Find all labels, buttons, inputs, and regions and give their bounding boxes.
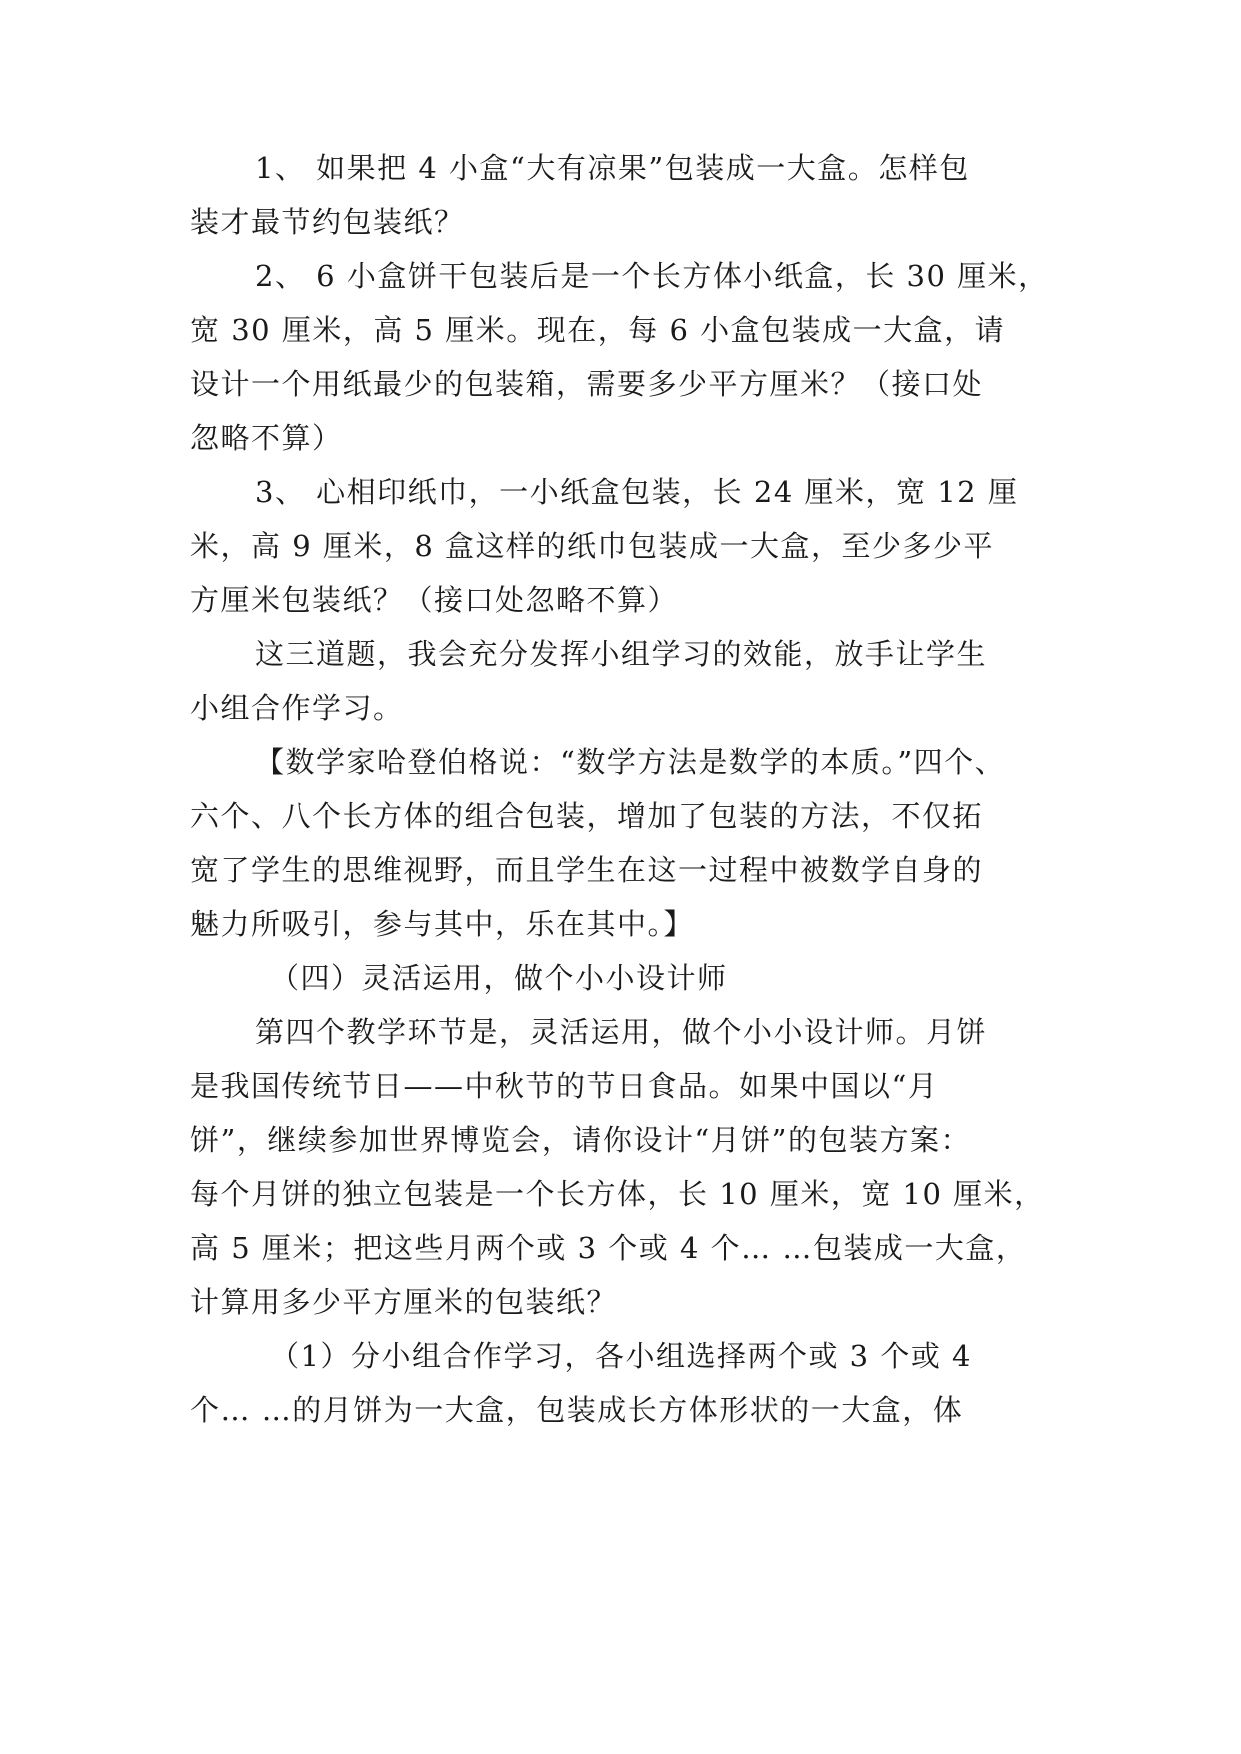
- text-line: 2、 6 小盒饼干包装后是一个长方体小纸盒，长 30 厘米，: [255, 259, 1049, 293]
- text-line: 3、 心相印纸巾，一小纸盒包装，长 24 厘米，宽 12 厘: [255, 475, 1019, 509]
- text-line: 忽略不算）: [190, 421, 343, 455]
- text-line: 【数学家哈登伯格说：“数学方法是数学的本质。”四个、: [255, 745, 1006, 779]
- text-line: 个… …的月饼为一大盒，包装成长方体形状的一大盒，体: [190, 1393, 964, 1427]
- text-line: 第四个教学环节是，灵活运用，做个小小设计师。月饼: [255, 1015, 988, 1049]
- text-line: 装才最节约包装纸？: [190, 205, 465, 239]
- text-line: 是我国传统节日——中秋节的节日食品。如果中国以“月: [190, 1069, 939, 1103]
- text-line: 设计一个用纸最少的包装箱，需要多少平方厘米？（接口处: [190, 367, 984, 401]
- text-line: （1）分小组合作学习，各小组选择两个或 3 个或 4: [270, 1339, 973, 1373]
- text-line: 高 5 厘米；把这些月两个或 3 个或 4 个… …包装成一大盒，: [190, 1231, 1027, 1265]
- text-line: 米，高 9 厘米，8 盒这样的纸巾包装成一大盒，至少多少平: [190, 529, 995, 563]
- text-line: 计算用多少平方厘米的包装纸？: [190, 1285, 618, 1319]
- text-line: 这三道题，我会充分发挥小组学习的效能，放手让学生: [255, 637, 988, 671]
- text-line: 饼”，继续参加世界博览会，请你设计“月饼”的包装方案：: [190, 1123, 971, 1157]
- text-line: 方厘米包装纸？（接口处忽略不算）: [190, 583, 679, 617]
- text-line: 小组合作学习。: [190, 691, 404, 725]
- text-line: 六个、八个长方体的组合包装，增加了包装的方法，不仅拓: [190, 799, 984, 833]
- text-line: 宽 30 厘米，高 5 厘米。现在，每 6 小盒包装成一大盒，请: [190, 313, 1006, 347]
- text-line: 每个月饼的独立包装是一个长方体，长 10 厘米，宽 10 厘米，: [190, 1177, 1045, 1211]
- text-line: 1、 如果把 4 小盒“大有凉果”包装成一大盒。怎样包: [255, 151, 970, 185]
- text-line: 魅力所吸引，参与其中，乐在其中。】: [190, 907, 695, 941]
- section-heading: （四）灵活运用，做个小小设计师: [270, 961, 728, 995]
- text-line: 宽了学生的思维视野，而且学生在这一过程中被数学自身的: [190, 853, 984, 887]
